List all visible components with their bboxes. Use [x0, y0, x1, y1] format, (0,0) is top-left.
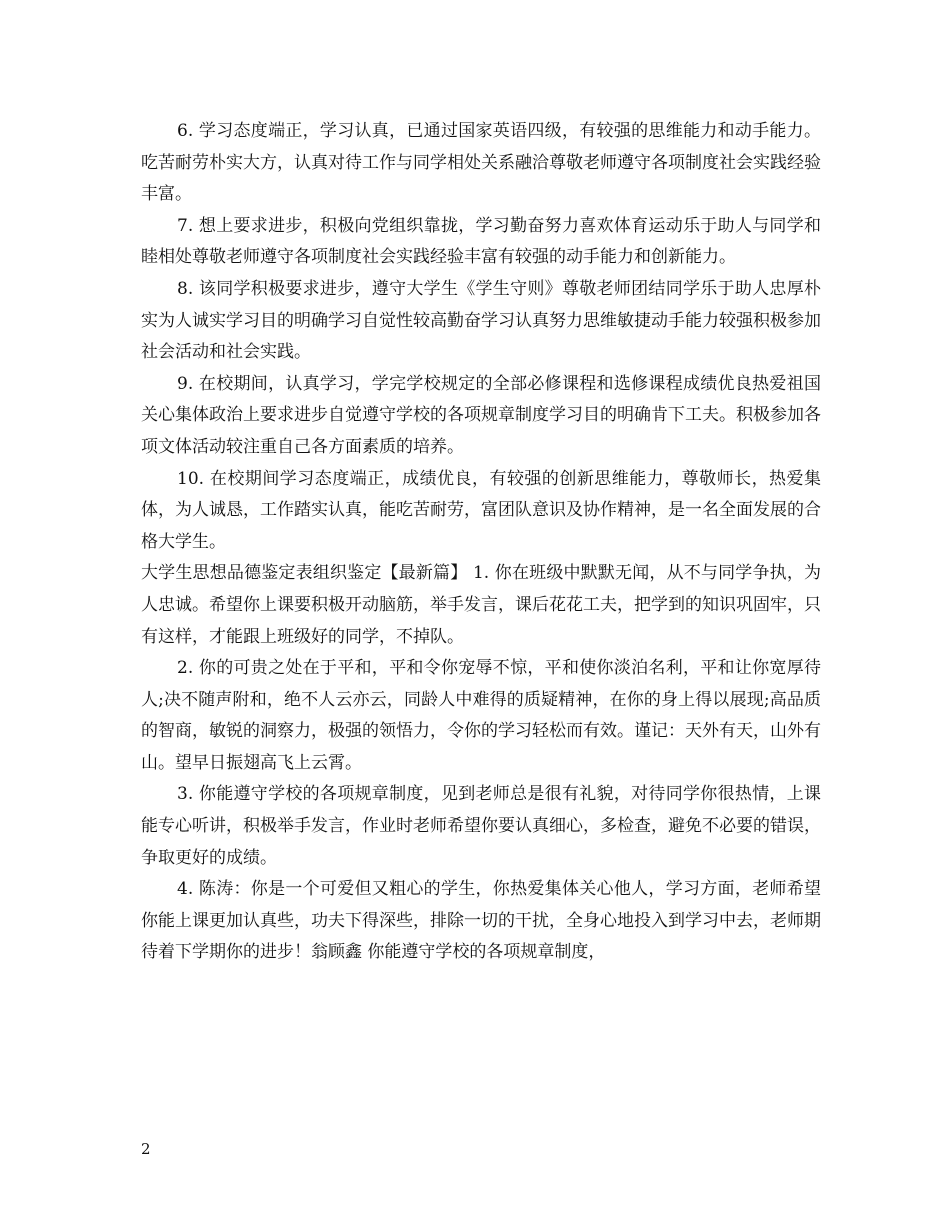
paragraph-6: 6. 学习态度端正，学习认真，已通过国家英语四级，有较强的思维能力和动手能力。吃苦耐劳朴实大方，认真对待工作与同学相处关系融洽尊敬老师遵守各项制度社会实践经验丰富。: [141, 121, 821, 205]
page-number: 2: [141, 1140, 151, 1158]
document-body: [141, 116, 821, 969]
paragraph-3: 3. 你能遵守学校的各项规章制度，见到老师总是很有礼貌，对待同学你很热情，上课能专心听讲，积极举手发言，作业时老师希望你要认真细心，多检查，避免不必要的错误，争取更好的成绩。: [141, 784, 821, 868]
section-heading-paragraph: 大学生思想品德鉴定表组织鉴定【最新篇】 1. 你在班级中默默无闻，从不与同学争执，为人忠诚。希望你上课要积极开动脑筋，举手发言，课后花花工夫，把学到的知识巩固牢，只有这样，才能跟上班级好的同学，不掉队。: [141, 563, 821, 647]
paragraph-2: 2. 你的可贵之处在于平和，平和令你宠辱不惊，平和使你淡泊名利，平和让你宽厚待人;决不随声附和，绝不人云亦云，同龄人中难得的质疑精神，在你的身上得以展现;高品质的智商，敏锐的洞察力，极强的领悟力，令你的学习轻松而有效。谨记：天外有天，山外有山。望早日振翅高飞上云霄。: [141, 658, 821, 773]
paragraph-7: 7. 想上要求进步，积极向党组织靠拢，学习勤奋努力喜欢体育运动乐于助人与同学和睦相处尊敬老师遵守各项制度社会实践经验丰富有较强的动手能力和创新能力。: [141, 215, 821, 268]
paragraph-4: 4. 陈涛：你是一个可爱但又粗心的学生，你热爱集体关心他人，学习方面，老师希望你能上课更加认真些，功夫下得深些，排除一切的干扰，全身心地投入到学习中去，老师期待着下学期你的进步！翁顾鑫 你能遵守学校的各项规章制度，: [141, 879, 821, 963]
paragraph-9: 9. 在校期间，认真学习，学完学校规定的全部必修课程和选修课程成绩优良热爱祖国关心集体政治上要求进步自觉遵守学校的各项规章制度学习目的明确肯下工夫。积极参加各项文体活动较注重自己各方面素质的培养。: [141, 373, 821, 457]
paragraph-10: 10. 在校期间学习态度端正，成绩优良，有较强的创新思维能力，尊敬师长，热爱集体，为人诚恳，工作踏实认真，能吃苦耐劳，富团队意识及协作精神，是一名全面发展的合格大学生。: [141, 468, 821, 552]
paragraph-8: 8. 该同学积极要求进步，遵守大学生《学生守则》尊敬老师团结同学乐于助人忠厚朴实为人诚实学习目的明确学习自觉性较高勤奋学习认真努力思维敏捷动手能力较强积极参加社会活动和社会实践。: [141, 278, 821, 363]
